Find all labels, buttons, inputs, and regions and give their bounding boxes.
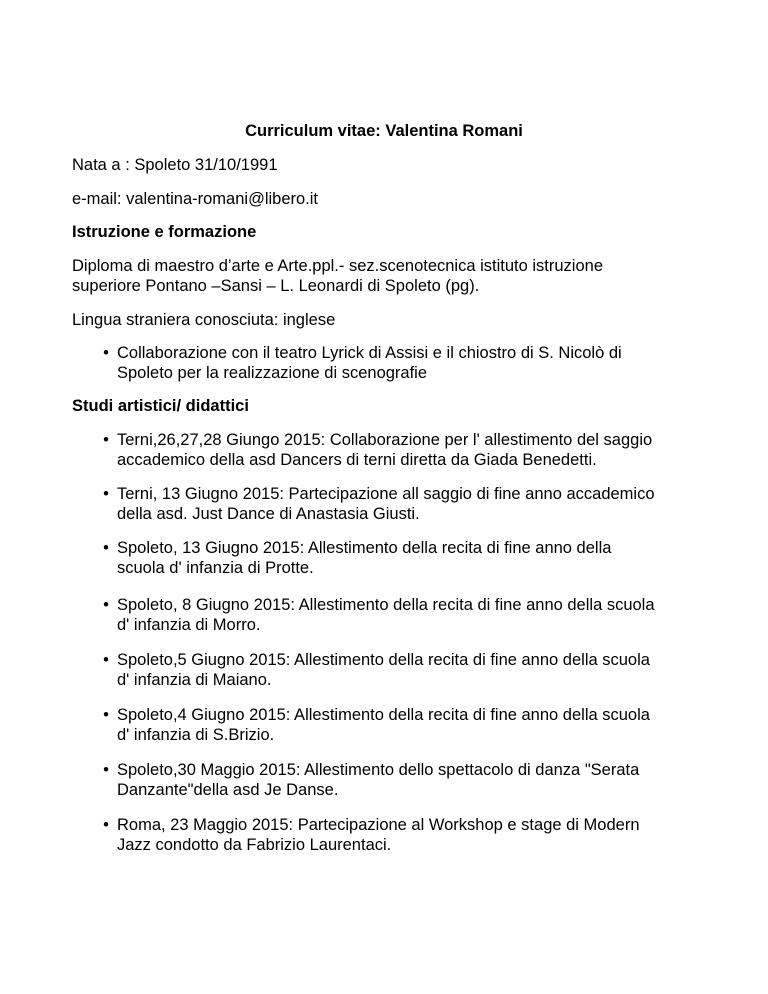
bullet-icon: •: [103, 431, 109, 449]
bullet-icon: •: [103, 596, 109, 614]
study-line-2: della asd. Just Dance di Anastasia Giusti.: [117, 505, 420, 523]
study-line-2: scuola d' infanzia di Protte.: [117, 559, 314, 577]
collaboration-line-2: Spoleto per la realizzazione di scenografie: [117, 364, 428, 382]
study-line-2: accademico della asd Dancers di terni diretta da Giada Benedetti.: [117, 451, 597, 469]
cv-title: Curriculum vitae: Valentina Romani: [245, 122, 523, 140]
studies-heading: Studi artistici/ didattici: [72, 397, 249, 415]
collaboration-line-1: Collaborazione con il teatro Lyrick di Assisi e il chiostro di S. Nicolò di: [117, 344, 622, 362]
study-entry-text: [117, 760, 717, 800]
study-line-1: Spoleto, 8 Giugno 2015: Allestimento della recita di fine anno della scuola: [117, 596, 655, 614]
birth-info: Nata a : Spoleto 31/10/1991: [72, 156, 278, 174]
language-info: Lingua straniera conosciuta: inglese: [72, 311, 336, 329]
bullet-icon: •: [103, 651, 109, 669]
study-line-2: Jazz condotto da Fabrizio Laurentaci.: [117, 836, 392, 854]
bullet-icon: •: [103, 761, 109, 779]
study-entry-text: [117, 430, 717, 470]
diploma-line-2: superiore Pontano –Sansi – L. Leonardi di Spoleto (pg).: [72, 277, 480, 295]
education-heading: Istruzione e formazione: [72, 223, 257, 241]
study-line-1: Terni, 13 Giugno 2015: Partecipazione all saggio di fine anno accademico: [117, 485, 655, 503]
bullet-icon: •: [103, 485, 109, 503]
study-entry-text: [117, 705, 717, 745]
study-line-1: Terni,26,27,28 Giungo 2015: Collaborazione per l' allestimento del saggio: [117, 431, 653, 449]
study-entry-text: [117, 650, 717, 690]
study-line-1: Roma, 23 Maggio 2015: Partecipazione al Workshop e stage di Modern: [117, 816, 640, 834]
study-line-1: Spoleto,5 Giugno 2015: Allestimento della recita di fine anno della scuola: [117, 651, 650, 669]
study-entry-text: [117, 595, 717, 635]
diploma-line-1: Diploma di maestro d’arte e Arte.ppl.- sez.scenotecnica istituto istruzione: [72, 257, 603, 275]
collaboration-text: [117, 343, 717, 383]
study-line-2: d' infanzia di S.Brizio.: [117, 726, 275, 744]
study-line-2: d' infanzia di Maiano.: [117, 671, 272, 689]
study-entry-text: [117, 815, 717, 855]
study-line-2: d' infanzia di Morro.: [117, 616, 261, 634]
email-info: e-mail: valentina-romani@libero.it: [72, 190, 319, 208]
bullet-icon: •: [103, 706, 109, 724]
study-line-1: Spoleto,30 Maggio 2015: Allestimento dello spettacolo di danza "Serata: [117, 761, 640, 779]
study-entry-text: [117, 538, 717, 578]
study-line-1: Spoleto,4 Giugno 2015: Allestimento della recita di fine anno della scuola: [117, 706, 650, 724]
study-entry-text: [117, 484, 717, 524]
bullet-icon: •: [103, 816, 109, 834]
study-line-2: Danzante"della asd Je Danse.: [117, 781, 339, 799]
bullet-icon: •: [103, 539, 109, 557]
diploma-paragraph: [72, 256, 672, 296]
study-line-1: Spoleto, 13 Giugno 2015: Allestimento della recita di fine anno della: [117, 539, 612, 557]
bullet-icon: •: [103, 344, 109, 362]
